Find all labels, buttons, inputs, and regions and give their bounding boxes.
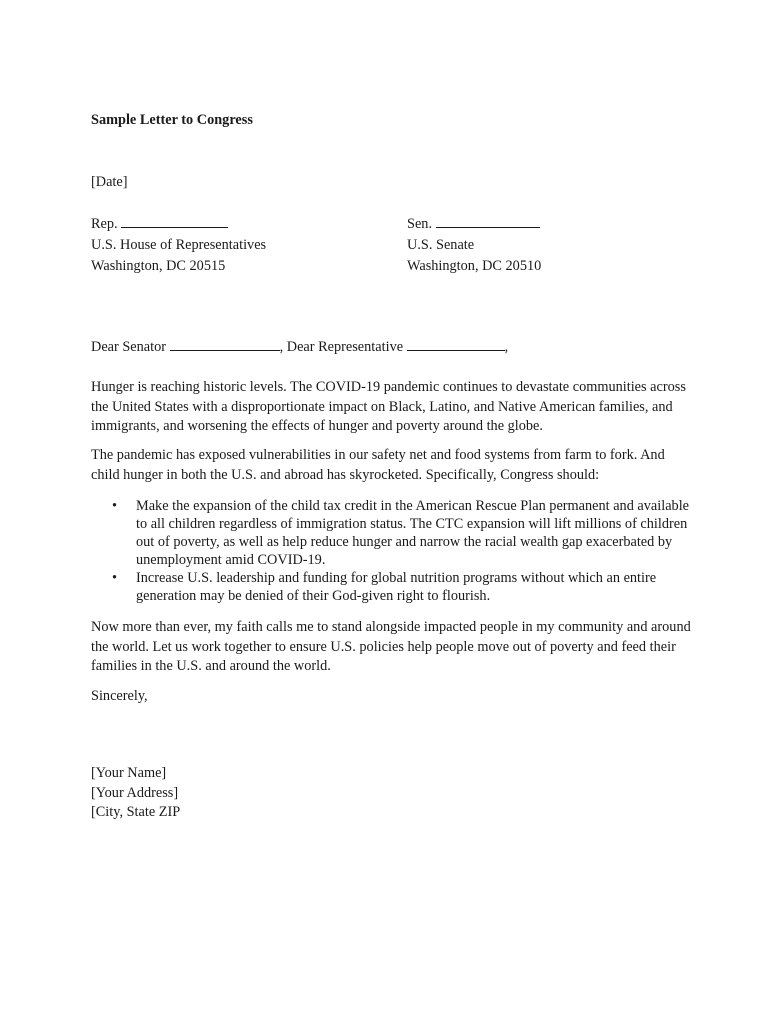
sen-city-line: Washington, DC 20510: [407, 258, 542, 274]
signature-address: [Your Address]: [91, 784, 179, 801]
list-item-text: Make the expansion of the child tax credit in the American Rescue Plan permanent and available to all children regardless of immigration status. The CTC expansion will lift millions of children out of poverty, as well as help reduce hunger and narrow the racial wealth gap exacerbated by unemployment amid COVID-19.: [136, 498, 690, 568]
salutation-representative: , Dear Representative: [279, 339, 404, 355]
list-item-text: Increase U.S. leadership and funding for global nutrition programs without which an entire generation may be denied of their God-given right to flourish.: [136, 570, 657, 604]
list-item: [91, 569, 691, 605]
rep-line: [91, 214, 266, 235]
paragraph-pandemic: The pandemic has exposed vulnerabilities in our safety net and food systems from farm to fork. And child hunger in both the U.S. and abroad has skyrocketed. Specifically, Congress should:: [91, 447, 665, 483]
closing: Sincerely,: [91, 688, 148, 704]
representative-name-blank: [407, 338, 505, 351]
rep-name-blank: [121, 215, 228, 228]
bullet-icon: •: [112, 570, 118, 586]
signature-city: [City, State ZIP: [91, 804, 181, 820]
list-item: [91, 497, 691, 569]
signature-name: [Your Name]: [91, 765, 167, 781]
rep-city-line: Washington, DC 20515: [91, 258, 226, 274]
sen-line: [407, 214, 541, 235]
salutation-senator: Dear Senator: [91, 339, 167, 355]
senator-name-blank: [170, 338, 280, 351]
sen-prefix: Sen.: [407, 216, 433, 232]
sen-senate-line: U.S. Senate: [407, 237, 475, 253]
date-placeholder: [Date]: [91, 174, 128, 190]
paragraph-hunger: Hunger is reaching historic levels. The COVID-19 pandemic continues to devastate communities across the United States with a disproportionate impact on Black, Latino, and Native American families, and immigrants, and worsening the effects of hunger and poverty around the globe.: [91, 379, 686, 434]
rep-prefix: Rep.: [91, 216, 118, 232]
sen-name-blank: [436, 215, 540, 228]
letter-title: Sample Letter to Congress: [91, 112, 253, 128]
senator-address-block: [407, 214, 541, 277]
signature-block: [91, 764, 180, 823]
salutation-comma: ,: [504, 339, 509, 355]
salutation: [91, 338, 508, 356]
representative-address-block: [91, 214, 266, 277]
paragraph-faith: Now more than ever, my faith calls me to stand alongside impacted people in my community and around the world. Let us work together to ensure U.S. policies help people move out of poverty and feed their families in the U.S. and around the world.: [91, 619, 691, 674]
congress-requests-list: [91, 497, 691, 605]
rep-house-line: U.S. House of Representatives: [91, 237, 267, 253]
bullet-icon: •: [112, 498, 118, 514]
